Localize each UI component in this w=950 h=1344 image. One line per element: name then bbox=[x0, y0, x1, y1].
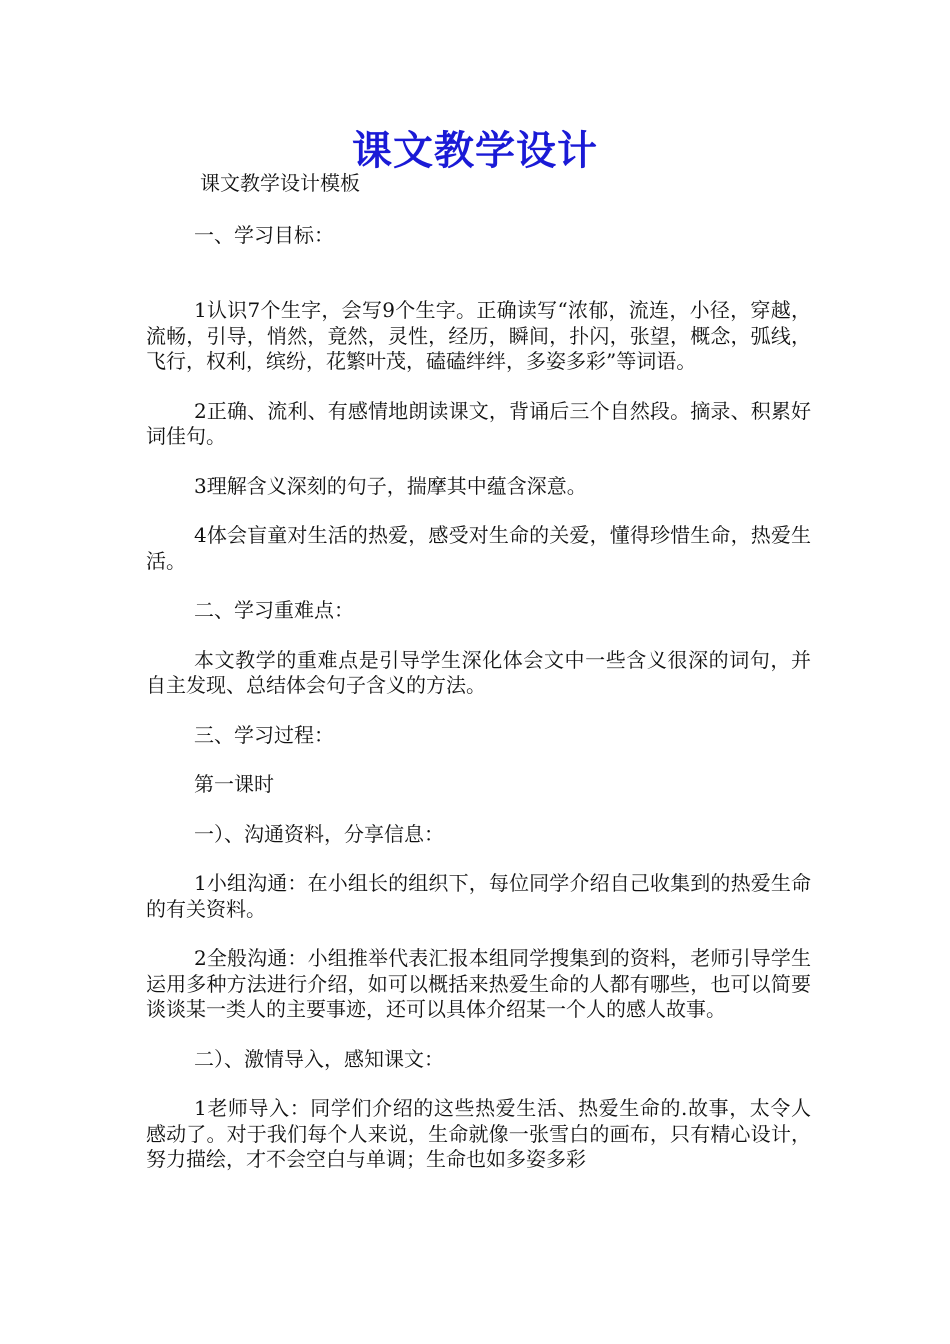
document-body bbox=[146, 171, 811, 1197]
paragraph-heading-process: 三、学习过程： bbox=[194, 722, 334, 747]
paragraph-subtitle: 课文教学设计模板 bbox=[200, 171, 360, 195]
paragraph-goal-3: 3理解含义深刻的句子，揣摩其中蕴含深意。 bbox=[194, 473, 587, 498]
paragraph-step-two: 二）、激情导入，感知课文： bbox=[194, 1046, 444, 1071]
paragraph-heading-key-points: 二、学习重难点： bbox=[194, 598, 354, 622]
paragraph-class-exchange: 2全般沟通：小组推举代表汇报本组同学搜集到的资料，老师引导学生运用多种方法进行介绍，如可以概括来热爱生命的人都有哪些，也可以简要谈谈某一类人的主要事迹，还可以具体介绍某一个人的感人故事。 bbox=[146, 946, 811, 1021]
paragraph-teacher-intro: 1老师导入：同学们介绍的这些热爱生活、热爱生命的.故事，太令人感动了。对于我们每个人来说，生命就像一张雪白的画布，只有精心设计，努力描绘，才不会空白与单调；生命也如多姿多彩 bbox=[146, 1096, 811, 1171]
paragraph-goal-1: 1认识7个生字，会写9个生字。正确读写“浓郁，流连，小径，穿越，流畅，引导，悄然，竟然，灵性，经历，瞬间，扑闪，张望，概念，弧线，飞行，权利，缤纷，花繁叶茂，磕磕绊绊，多姿多彩”等词语。 bbox=[146, 298, 811, 373]
paragraph-goal-2: 2正确、流利、有感情地朗读课文，背诵后三个自然段。摘录、积累好词佳句。 bbox=[146, 398, 811, 448]
paragraph-lesson-one: 第一课时 bbox=[194, 772, 274, 796]
paragraph-heading-goals: 一、学习目标： bbox=[194, 222, 334, 247]
paragraph-group-exchange: 1小组沟通：在小组长的组织下，每位同学介绍自己收集到的热爱生命的有关资料。 bbox=[146, 871, 811, 921]
document-title: 课文教学设计 bbox=[352, 127, 598, 174]
paragraph-key-points: 本文教学的重难点是引导学生深化体会文中一些含义很深的词句，并自主发现、总结体会句子含义的方法。 bbox=[146, 647, 811, 697]
paragraph-goal-4: 4体会盲童对生活的热爱，感受对生命的关爱，懂得珍惜生命，热爱生活。 bbox=[146, 523, 811, 573]
paragraph-step-one: 一）、沟通资料，分享信息： bbox=[194, 821, 444, 846]
